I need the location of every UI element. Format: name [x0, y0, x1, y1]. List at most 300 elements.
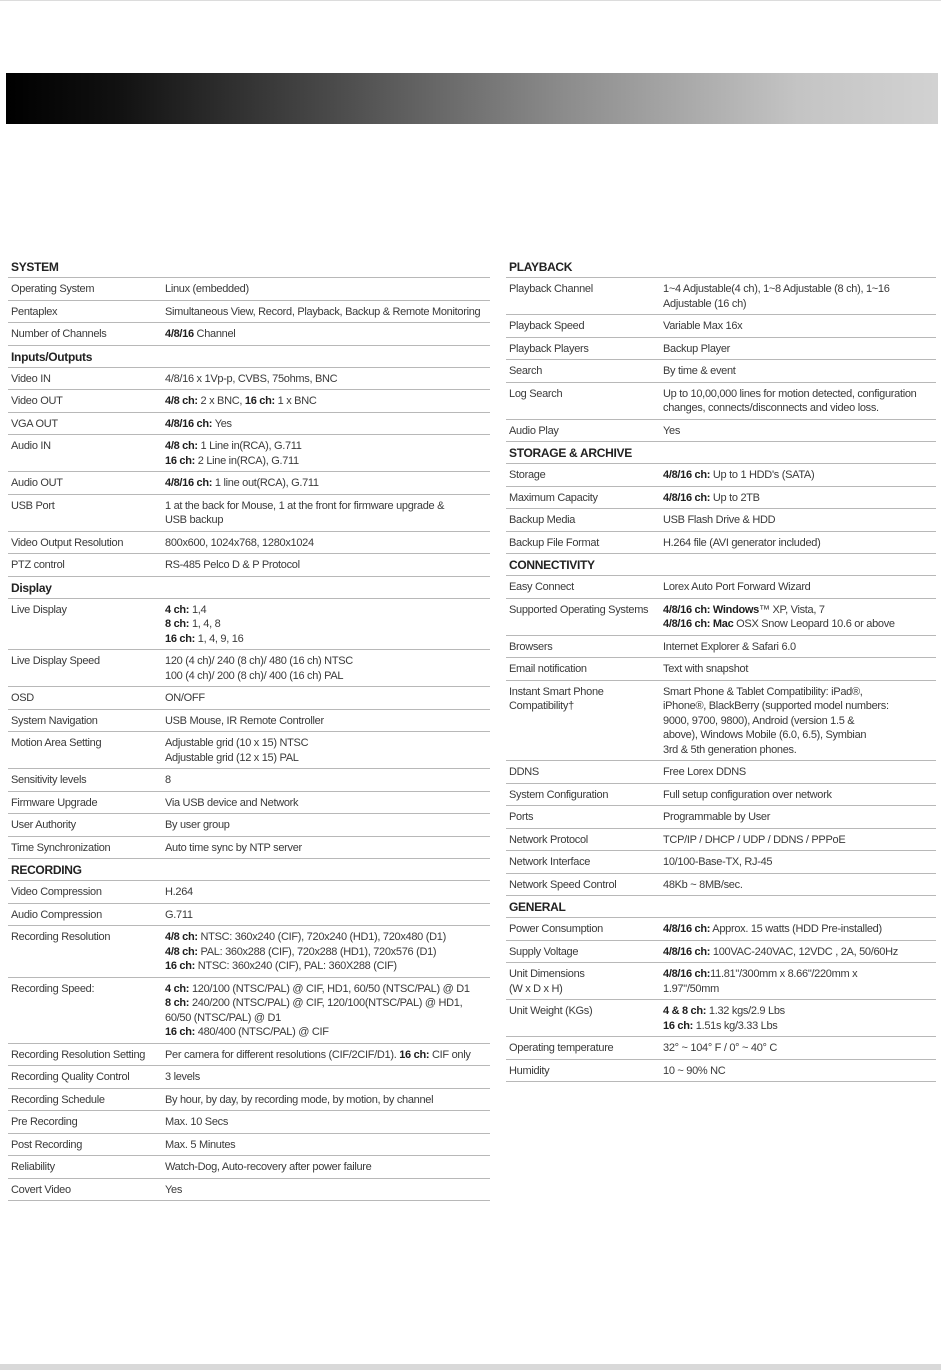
spec-row-unit-dimensions: [506, 963, 936, 1000]
spec-value-line: [663, 1004, 934, 1019]
spec-row-backup-file-format: [506, 532, 936, 555]
spec-value-text: G.711: [165, 908, 193, 921]
spec-row-unit-weight-kgs: [506, 1000, 936, 1037]
spec-row-video-output-resolution: [8, 532, 490, 555]
spec-label: [506, 532, 663, 554]
spec-value-text: Smart Phone & Tablet Compatibility: iPad®,: [663, 685, 863, 698]
spec-value-line: [165, 372, 488, 387]
spec-label-text: Motion Area Setting: [11, 737, 102, 749]
spec-value: [663, 874, 936, 896]
spec-row-time-synchronization: [8, 837, 490, 860]
spec-value-text: 240/200 (NTSC/PAL) @ CIF, 120/100(NTSC/PAL) @ HD1,: [189, 997, 463, 1009]
spec-value: [165, 792, 490, 814]
spec-label: [8, 837, 165, 859]
spec-row-covert-video: [8, 1179, 490, 1202]
spec-label: [8, 435, 165, 471]
spec-value-text: 1~4 Adjustable(4 ch), 1~8 Adjustable (8 ch), 1~16: [663, 283, 890, 295]
spec-value: [165, 650, 490, 686]
spec-label: [8, 904, 165, 926]
spec-label: [506, 806, 663, 828]
spec-value-line: [663, 603, 934, 618]
spec-row-recording-speed: [8, 978, 490, 1044]
spec-value-line: [165, 454, 488, 469]
spec-label: [8, 650, 165, 686]
spec-label-text: OSD: [11, 692, 34, 704]
spec-label: [506, 829, 663, 851]
spec-value-text: 48Kb ~ 8MB/sec.: [663, 878, 743, 891]
spec-row-live-display-speed: [8, 650, 490, 687]
spec-label: [8, 323, 165, 345]
spec-label: [8, 792, 165, 814]
spec-value-line: [165, 476, 488, 491]
spec-label: [8, 1044, 165, 1066]
spec-value: [165, 926, 490, 977]
spec-row-playback-players: [506, 338, 936, 361]
spec-value-text: 120 (4 ch)/ 240 (8 ch)/ 480 (16 ch) NTSC: [165, 655, 353, 667]
spec-label: [506, 636, 663, 658]
spec-value-line: [165, 558, 488, 573]
spec-label: [8, 413, 165, 435]
spec-label-text: Email notification: [509, 663, 587, 675]
section-heading-system: SYSTEM: [8, 256, 490, 278]
spec-value-text: TCP/IP / DHCP / UDP / DDNS / PPPoE: [663, 833, 846, 846]
spec-label-text: Number of Channels: [11, 328, 107, 340]
spec-value: [165, 1134, 490, 1156]
spec-value-text: NTSC: 360x240 (CIF), PAL: 360X288 (CIF): [195, 960, 397, 972]
spec-value-emphasis: 4/8/16 ch:: [663, 603, 711, 616]
spec-row-easy-connect: [506, 576, 936, 599]
spec-row-power-consumption: [506, 918, 936, 941]
spec-value: [165, 435, 490, 471]
spec-value-emphasis: 4/8/16 ch:: [663, 618, 711, 630]
spec-value-text: Watch-Dog, Auto-recovery after power failure: [165, 1161, 372, 1173]
spec-value-line: [165, 499, 488, 514]
spec-label: [8, 926, 165, 977]
spec-value: [165, 710, 490, 732]
spec-value: [663, 1060, 936, 1082]
spec-value: [165, 278, 490, 300]
spec-value-text: 8: [165, 774, 171, 786]
spec-value: [165, 413, 490, 435]
spec-row-audio-in: [8, 435, 490, 472]
spec-value-text: Max. 10 Secs: [165, 1116, 229, 1128]
spec-value-line: [663, 580, 934, 595]
spec-value: [165, 1044, 490, 1066]
spec-value-text: Up to 2TB: [710, 491, 760, 504]
spec-value-emphasis: 4/8 ch:: [165, 931, 198, 943]
spec-label-text: Covert Video: [11, 1183, 71, 1196]
spec-label-text: Video IN: [11, 372, 51, 385]
spec-label-text: Power Consumption: [509, 923, 603, 935]
spec-value-emphasis: 8 ch:: [165, 618, 190, 630]
spec-value-text: Simultaneous View, Record, Playback, Backup & Remote Monitoring: [165, 305, 481, 318]
spec-label: [506, 315, 663, 337]
spec-label-text: Recording Quality Control: [11, 1071, 130, 1083]
spec-label: [8, 881, 165, 903]
spec-label-text: Humidity: [509, 1064, 550, 1077]
spec-value-text: 1, 4, 8: [189, 618, 221, 630]
bottom-band: [0, 1364, 941, 1370]
spec-label: [8, 1111, 165, 1133]
spec-row-humidity: [506, 1060, 936, 1083]
spec-value-text: Adjustable (16 ch): [663, 297, 747, 310]
spec-row-network-protocol: [506, 829, 936, 852]
spec-value-emphasis: 4/8 ch:: [165, 395, 198, 407]
spec-value-line: [663, 342, 934, 357]
spec-value-line: [165, 736, 488, 751]
spec-label: [506, 420, 663, 442]
spec-value-line: [663, 945, 934, 960]
spec-value-line: [165, 603, 488, 618]
spec-value: [165, 904, 490, 926]
spec-label: [506, 338, 663, 360]
spec-value-text: Text with snapshot: [663, 663, 749, 675]
spec-value-line: [663, 833, 934, 848]
spec-value-line: [663, 364, 934, 379]
spec-value-text: 1 line out(RCA), G.711: [212, 477, 319, 489]
spec-label-text: Video Compression: [11, 886, 102, 898]
spec-row-playback-channel: [506, 278, 936, 315]
spec-row-instant-smart-phone-compatibility: [506, 681, 936, 762]
spec-value-text: USB Mouse, IR Remote Controller: [165, 714, 324, 727]
spec-value-text: 100VAC-240VAC, 12VDC , 2A, 50/60Hz: [710, 945, 898, 958]
spec-value-text: H.264 file (AVI generator included): [663, 536, 821, 549]
spec-value-line: [165, 751, 488, 766]
spec-row-email-notification: [506, 658, 936, 681]
spec-value-line: [165, 959, 488, 974]
spec-value-emphasis: 4 ch:: [165, 982, 190, 995]
spec-value-text: 1 Line in(RCA), G.711: [197, 440, 302, 452]
spec-row-audio-compression: [8, 904, 490, 927]
spec-value-line: [165, 796, 488, 811]
spec-value: [663, 464, 936, 486]
spec-value-emphasis: 4/8/16 ch:: [663, 469, 711, 481]
spec-value-text: Backup Player: [663, 342, 731, 355]
spec-value: [663, 761, 936, 783]
spec-value-text: Channel: [193, 328, 236, 340]
spec-label: [506, 658, 663, 680]
spec-label: [506, 599, 663, 635]
spec-value-text: 800x600, 1024x768, 1280x1024: [165, 536, 314, 549]
spec-value: [663, 360, 936, 382]
header-banner: [6, 73, 938, 124]
spec-value-text: 100 (4 ch)/ 200 (8 ch)/ 400 (16 ch) PAL: [165, 669, 344, 682]
spec-value-text: iPhone®, BlackBerry (supported model numbers:: [663, 700, 889, 712]
spec-value-text: NTSC: 360x240 (CIF), 720x240 (HD1), 720x480 (D1): [197, 931, 446, 943]
spec-value: [663, 784, 936, 806]
spec-value-text: PAL: 360x288 (CIF), 720x288 (HD1), 720x576 (D1): [197, 945, 437, 958]
spec-value: [663, 420, 936, 442]
spec-value-line: [165, 654, 488, 669]
spec-value: [663, 1037, 936, 1059]
spec-label: [8, 390, 165, 412]
spec-label: [506, 874, 663, 896]
spec-row-audio-play: [506, 420, 936, 443]
spec-label-text: Firmware Upgrade: [11, 796, 98, 809]
spec-label-text-2: (W x D x H): [509, 982, 563, 995]
spec-value-line: [663, 855, 934, 870]
spec-value: [165, 323, 490, 345]
spec-value-line: [663, 617, 934, 632]
spec-value-text: 480/400 (NTSC/PAL) @ CIF: [195, 1026, 329, 1038]
spec-value-line: [663, 967, 934, 982]
spec-value: [663, 383, 936, 419]
spec-label-text: USB Port: [11, 499, 55, 512]
spec-value-text: Linux (embedded): [165, 283, 249, 295]
spec-value-line: [165, 885, 488, 900]
spec-label: [506, 784, 663, 806]
spec-value-emphasis: 4/8/16 ch:: [165, 417, 213, 430]
spec-row-network-interface: [506, 851, 936, 874]
spec-value: [165, 554, 490, 576]
spec-row-backup-media: [506, 509, 936, 532]
spec-value-line: [165, 1048, 488, 1063]
section-heading-display: Display: [8, 577, 490, 599]
spec-value-line: [663, 513, 934, 528]
spec-label: [8, 472, 165, 494]
spec-value: [663, 806, 936, 828]
spec-value-text: 1, 4, 9, 16: [195, 632, 244, 645]
spec-value-line: [663, 536, 934, 551]
spec-value-text: Per camera for different resolutions (CIF/2CIF/D1).: [165, 1048, 400, 1061]
spec-value-line: [165, 282, 488, 297]
spec-value: [165, 368, 490, 390]
spec-value: [165, 1156, 490, 1178]
spec-value-text: 2 Line in(RCA), G.711: [195, 454, 299, 467]
spec-label: [8, 1066, 165, 1088]
spec-label-text: Unit Dimensions: [509, 968, 585, 980]
spec-row-ports: [506, 806, 936, 829]
spec-column-left: [8, 256, 490, 1201]
spec-label-text: VGA OUT: [11, 417, 58, 430]
spec-value-line: [663, 699, 934, 714]
spec-row-operating-system: [8, 278, 490, 301]
spec-row-system-configuration: [506, 784, 936, 807]
spec-row-live-display: [8, 599, 490, 651]
top-rule: [0, 0, 941, 1]
spec-label-text: Audio OUT: [11, 477, 63, 489]
spec-value: [165, 1179, 490, 1201]
spec-value-emphasis: 4/8/16 ch:: [663, 968, 711, 980]
spec-label-text: Video OUT: [11, 395, 63, 407]
spec-value: [165, 301, 490, 323]
spec-value-line: [165, 691, 488, 706]
spec-value: [165, 472, 490, 494]
spec-row-usb-port: [8, 495, 490, 532]
spec-label-text: Playback Speed: [509, 320, 585, 332]
spec-value-line: [663, 1019, 934, 1034]
spec-value-line: [165, 669, 488, 684]
spec-value-line: [165, 305, 488, 320]
spec-value-line: [165, 394, 488, 409]
spec-value: [165, 495, 490, 531]
spec-value-line: [165, 773, 488, 788]
spec-row-recording-resolution-setting: [8, 1044, 490, 1067]
spec-value: [165, 687, 490, 709]
spec-value-line: [165, 996, 488, 1011]
spec-value-text: 1.32 kgs/2.9 Lbs: [706, 1005, 785, 1017]
spec-label-text: Search: [509, 365, 543, 377]
spec-value-text: 1 x BNC: [274, 395, 317, 407]
spec-value: [663, 278, 936, 314]
spec-label-text: System Configuration: [509, 788, 609, 801]
spec-value-line: [663, 765, 934, 780]
spec-label-text: Recording Speed:: [11, 982, 95, 995]
spec-value-line: [165, 1011, 488, 1026]
spec-value-text: Yes: [663, 424, 681, 437]
spec-label-text: Playback Players: [509, 342, 589, 355]
spec-label-text: Audio Compression: [11, 908, 102, 921]
spec-value-line: [663, 714, 934, 729]
spec-label-text: Video Output Resolution: [11, 536, 124, 549]
spec-label: [8, 978, 165, 1043]
spec-value-line: [165, 841, 488, 856]
spec-value-text: Max. 5 Minutes: [165, 1138, 236, 1151]
spec-label: [506, 278, 663, 314]
spec-value-line: [663, 788, 934, 803]
spec-label: [506, 851, 663, 873]
spec-value-text: 120/100 (NTSC/PAL) @ CIF, HD1, 60/50 (NTSC/PAL) @ D1: [189, 982, 470, 995]
spec-value-emphasis: 4/8 ch:: [165, 440, 198, 452]
spec-label: [506, 761, 663, 783]
spec-value-line: [663, 297, 934, 312]
spec-value-line: [663, 982, 934, 997]
spec-value-emphasis: 16 ch:: [663, 1019, 693, 1032]
spec-value-emphasis: 16 ch:: [165, 960, 195, 972]
spec-value-text: H.264: [165, 886, 193, 898]
spec-row-firmware-upgrade: [8, 792, 490, 815]
spec-value-text: Approx. 15 watts (HDD Pre-installed): [710, 923, 882, 935]
spec-value: [663, 576, 936, 598]
spec-label-text: Recording Schedule: [11, 1093, 105, 1106]
spec-label: [8, 301, 165, 323]
spec-value-line: [165, 945, 488, 960]
spec-label-text: DDNS: [509, 766, 539, 778]
spec-value-text: Free Lorex DDNS: [663, 766, 746, 778]
spec-label-text: Live Display: [11, 603, 67, 616]
spec-value-line: [165, 632, 488, 647]
spec-label: [8, 687, 165, 709]
spec-value-line: [663, 640, 934, 655]
spec-value-emphasis: 16 ch:: [165, 454, 195, 467]
spec-row-recording-schedule: [8, 1089, 490, 1112]
spec-row-number-of-channels: [8, 323, 490, 346]
spec-label-text: Live Display Speed: [11, 655, 100, 667]
spec-value-line: [165, 1093, 488, 1108]
spec-value-line: [165, 1025, 488, 1040]
spec-value-line: [165, 536, 488, 551]
spec-value-text: ™ XP, Vista, 7: [758, 603, 825, 616]
spec-value-emphasis: 4 & 8 ch:: [663, 1005, 707, 1017]
spec-row-playback-speed: [506, 315, 936, 338]
spec-row-supply-voltage: [506, 941, 936, 964]
spec-value-text: Adjustable grid (10 x 15) NTSC: [165, 737, 309, 749]
spec-row-search: [506, 360, 936, 383]
spec-label-text: Audio Play: [509, 424, 559, 437]
spec-row-ddns: [506, 761, 936, 784]
spec-value: [165, 978, 490, 1043]
spec-value: [165, 1111, 490, 1133]
spec-label-text: Pentaplex: [11, 305, 58, 318]
spec-label: [8, 769, 165, 791]
spec-value-text: 9000, 9700, 9800), Android (version 1.5 &: [663, 714, 855, 727]
spec-value: [663, 338, 936, 360]
spec-label-text: Network Interface: [509, 856, 591, 868]
spec-value: [165, 732, 490, 768]
spec-value-text: Auto time sync by NTP server: [165, 841, 302, 854]
spec-value: [663, 941, 936, 963]
spec-value: [165, 599, 490, 650]
spec-value-line: [663, 743, 934, 758]
spec-label: [8, 532, 165, 554]
spec-value-text: 1,4: [189, 603, 207, 616]
spec-label-text: Post Recording: [11, 1138, 83, 1151]
section-heading-storage-archive: STORAGE & ARCHIVE: [506, 442, 936, 464]
spec-value-text: 10 ~ 90% NC: [663, 1064, 726, 1077]
spec-label: [8, 554, 165, 576]
spec-value-text: Up to 10,00,000 lines for motion detected, configuration: [663, 387, 917, 400]
spec-row-maximum-capacity: [506, 487, 936, 510]
spec-row-reliability: [8, 1156, 490, 1179]
spec-value-text: Programmable by User: [663, 811, 771, 823]
spec-row-vga-out: [8, 413, 490, 436]
spec-value-text: USB Flash Drive & HDD: [663, 514, 776, 526]
spec-label-text: Recording Resolution Setting: [11, 1048, 146, 1061]
spec-label: [8, 1156, 165, 1178]
spec-value-text: 32° ~ 104° F / 0° ~ 40° C: [663, 1042, 778, 1054]
section-heading-recording: RECORDING: [8, 859, 490, 881]
spec-value-text: ON/OFF: [165, 692, 205, 704]
spec-row-operating-temperature: [506, 1037, 936, 1060]
spec-value-line: [663, 728, 934, 743]
spec-row-supported-operating-systems: [506, 599, 936, 636]
spec-value-line: [663, 387, 934, 402]
spec-label-text: User Authority: [11, 819, 76, 831]
spec-value-emphasis: 4/8/16: [165, 328, 194, 340]
spec-value-text: changes, connects/disconnects and video loss.: [663, 402, 879, 414]
spec-label: [8, 814, 165, 836]
spec-label: [506, 1000, 663, 1036]
spec-value-text: 3rd & 5th generation phones.: [663, 743, 797, 756]
section-heading-playback: PLAYBACK: [506, 256, 936, 278]
spec-value: [165, 769, 490, 791]
spec-label-text: Sensitivity levels: [11, 774, 87, 786]
spec-label: [8, 368, 165, 390]
spec-value-text: Via USB device and Network: [165, 796, 299, 809]
spec-value-emphasis: Mac: [712, 618, 734, 630]
spec-label: [8, 1179, 165, 1201]
spec-value: [663, 681, 936, 761]
spec-value-emphasis: 16 ch:: [244, 395, 275, 407]
spec-value-text: Yes: [165, 1183, 183, 1196]
spec-value-line: [165, 714, 488, 729]
spec-label-text: System Navigation: [11, 714, 98, 727]
spec-label: [506, 918, 663, 940]
spec-value-emphasis: 16 ch:: [165, 632, 195, 645]
spec-value-text: Lorex Auto Port Forward Wizard: [663, 581, 811, 593]
spec-value-emphasis: 16 ch:: [165, 1026, 195, 1038]
spec-row-recording-quality-control: [8, 1066, 490, 1089]
spec-row-browsers: [506, 636, 936, 659]
spec-row-system-navigation: [8, 710, 490, 733]
spec-label-text: Operating temperature: [509, 1042, 614, 1054]
spec-label-text: Browsers: [509, 640, 553, 653]
spec-row-recording-resolution: [8, 926, 490, 978]
spec-value-text: 4/8/16 x 1Vp-p, CVBS, 75ohms, BNC: [165, 372, 338, 385]
spec-value-line: [165, 1160, 488, 1175]
spec-value: [663, 918, 936, 940]
spec-value-emphasis: 4 ch:: [165, 603, 190, 616]
